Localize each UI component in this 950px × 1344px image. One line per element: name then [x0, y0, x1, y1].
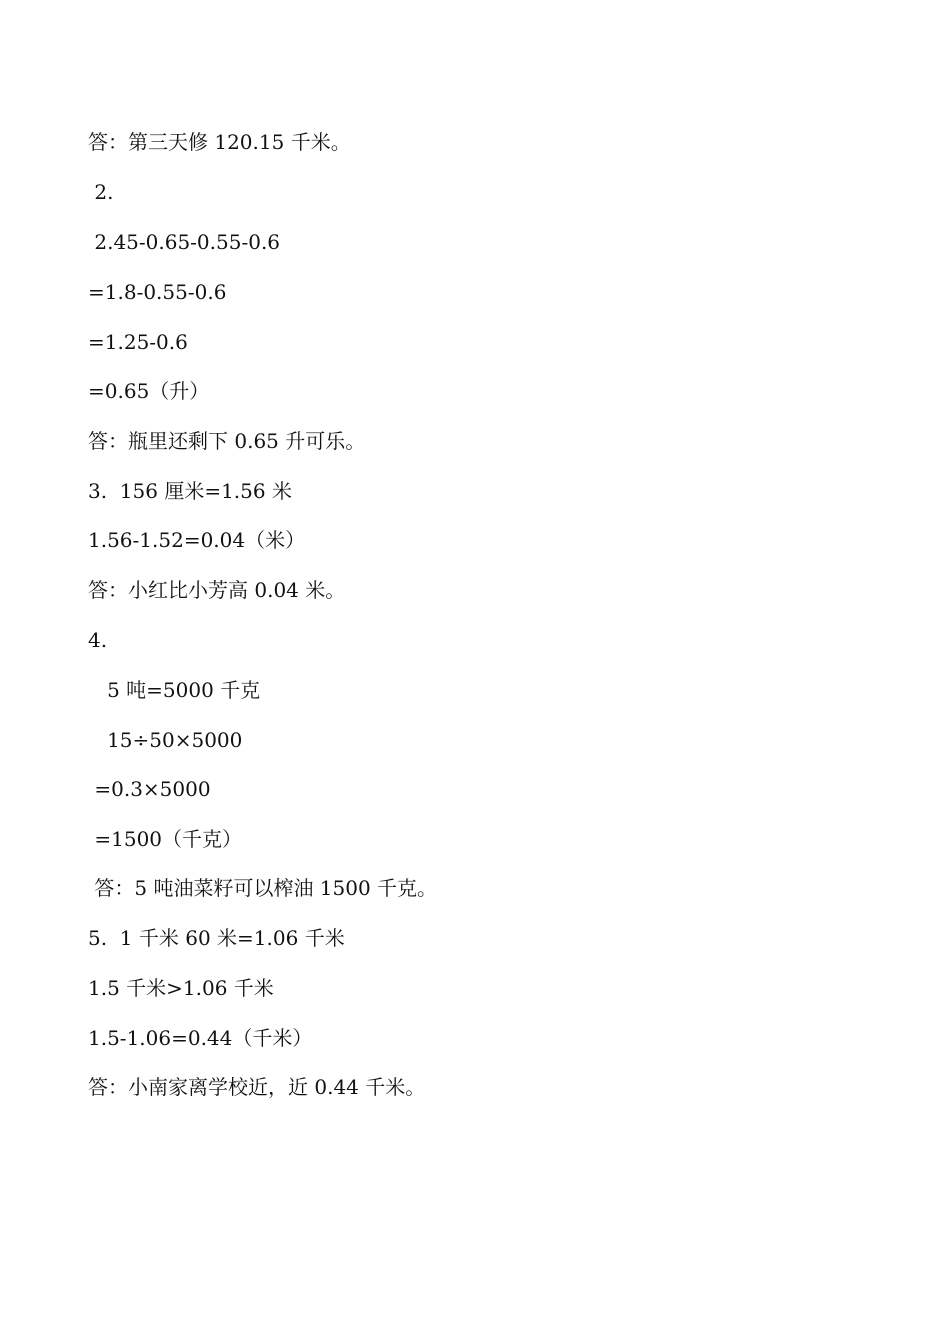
calculation-line: 15÷50×5000: [88, 728, 243, 752]
answer-line-1: 答：第三天修 120.15 千米。: [88, 130, 351, 154]
calculation-line: 1.5-1.06=0.44（千米）: [88, 1026, 313, 1050]
problem-number-2: 2.: [88, 180, 114, 204]
problem-number-4: 4.: [88, 628, 108, 652]
answer-line-2: 答：瓶里还剩下 0.65 升可乐。: [88, 429, 366, 453]
calculation-line: =1.25-0.6: [88, 330, 188, 354]
calculation-line: =0.65（升）: [88, 379, 210, 403]
problem-number-5: 5. 1 千米 60 米=1.06 千米: [88, 926, 345, 950]
calculation-line: 1.5 千米>1.06 千米: [88, 976, 274, 1000]
calculation-line: 1.56-1.52=0.04（米）: [88, 528, 306, 552]
calculation-line: 2.45-0.65-0.55-0.6: [88, 230, 281, 254]
calculation-line: 5 吨=5000 千克: [88, 678, 261, 702]
answer-line-5: 答：小南家离学校近，近 0.44 千米。: [88, 1075, 426, 1099]
calculation-line: =1500（千克）: [88, 827, 243, 851]
calculation-line: =0.3×5000: [88, 777, 211, 801]
problem-number-3: 3. 156 厘米=1.56 米: [88, 479, 292, 503]
answer-line-4: 答：5 吨油菜籽可以榨油 1500 千克。: [88, 876, 438, 900]
answer-line-3: 答：小红比小芳高 0.04 米。: [88, 578, 346, 602]
calculation-line: =1.8-0.55-0.6: [88, 280, 227, 304]
